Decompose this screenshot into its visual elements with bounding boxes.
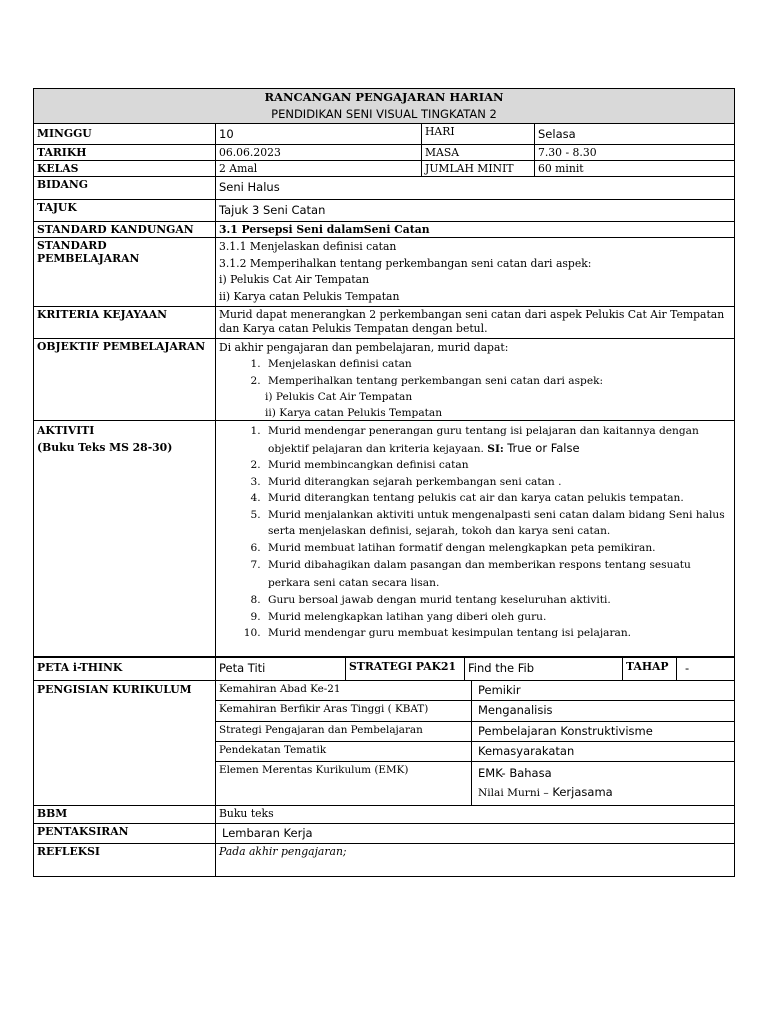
aktiviti-list xyxy=(219,423,731,642)
list-item: 2. Murid membincangkan definisi catan xyxy=(264,457,731,474)
standard-pembelajaran-label: STANDARD PEMBELAJARAN xyxy=(34,238,216,306)
nilai-murni-line xyxy=(478,783,728,803)
standard-line: 3.1.1 Menjelaskan definisi catan xyxy=(219,240,397,253)
row-peta xyxy=(33,657,735,681)
list-item: 9. Murid melengkapkan latihan yang diberi oleh guru. xyxy=(264,609,731,626)
nilai-murni-value: Kerjasama xyxy=(552,785,613,799)
document-subtitle: PENDIDIKAN SENI VISUAL TINGKATAN 2 xyxy=(271,107,497,121)
minggu-label: MINGGU xyxy=(34,124,216,144)
tarikh-label: TARIKH xyxy=(34,145,216,160)
bbm-label: BBM xyxy=(34,806,216,823)
row-aktiviti xyxy=(33,421,735,657)
row-minggu xyxy=(33,124,735,145)
standard-pembelajaran-list xyxy=(216,238,734,306)
kurikulum-label: PENGISIAN KURIKULUM xyxy=(34,681,216,805)
row-bbm xyxy=(33,806,735,824)
emk-cell xyxy=(472,762,734,805)
standard-line: ii) Karya catan Pelukis Tempatan xyxy=(219,289,400,303)
aktiviti-content xyxy=(216,421,734,656)
standard-line: 3.1.2 Memperihalkan tentang perkembangan seni catan dari aspek: xyxy=(219,256,592,270)
row-objektif xyxy=(33,339,735,421)
kriteria-line: Murid dapat menerangkan 2 perkembangan seni catan dari aspek Pelukis Cat Air Tempatan xyxy=(219,308,725,321)
kelas-label: KELAS xyxy=(34,161,216,176)
aktiviti-1-line1: Murid mendengar penerangan guru tentang isi pelajaran dan kaitannya dengan xyxy=(268,425,699,437)
list-item: 4. Murid diterangkan tentang pelukis cat air dan karya catan pelukis tempatan. xyxy=(264,490,731,507)
aktiviti-label: AKTIVITI xyxy=(37,424,95,437)
tahap-value: - xyxy=(685,661,690,675)
minggu-value: 10 xyxy=(216,124,422,144)
aktiviti-book-ref: (Buku Teks MS 28-30) xyxy=(37,441,173,454)
kurikulum-key: Kemahiran Abad Ke-21 xyxy=(216,681,472,701)
tarikh-value: 06.06.2023 xyxy=(216,145,422,160)
row-kelas xyxy=(33,161,735,177)
pentaksiran-value: Lembaran Kerja xyxy=(222,826,313,840)
kurikulum-key: Strategi Pengajaran dan Pembelajaran xyxy=(216,722,472,742)
masa-value: 7.30 - 8.30 xyxy=(538,146,597,159)
si-value: True or False xyxy=(507,440,580,455)
kurikulum-row xyxy=(216,762,734,805)
kurikulum-row xyxy=(216,681,734,701)
list-item: 2. Memperihalkan tentang perkembangan seni catan dari aspek: xyxy=(264,373,731,390)
masa-label: MASA xyxy=(422,145,535,160)
row-bidang xyxy=(33,177,735,200)
row-standard-kandungan xyxy=(33,222,735,238)
standard-kandungan-value: 3.1 Persepsi Seni dalamSeni Catan xyxy=(219,223,430,236)
jumlah-minit-label: JUMLAH MINIT xyxy=(422,161,535,176)
si-label: SI: xyxy=(487,442,504,455)
list-item: 8. Guru bersoal jawab dengan murid tentang keseluruhan aktiviti. xyxy=(264,592,731,609)
aktiviti-1-line2: objektif pelajaran dan kriteria kejayaan. xyxy=(268,442,484,455)
kurikulum-row xyxy=(216,722,734,742)
nilai-murni-label: Nilai Murni – xyxy=(478,787,549,799)
list-item: 10. Murid mendengar guru membuat kesimpulan tentang isi pelajaran. xyxy=(264,625,731,642)
lesson-plan-table xyxy=(33,88,735,877)
objektif-list xyxy=(219,356,731,389)
objektif-sub-item: i) Pelukis Cat Air Tempatan xyxy=(265,391,413,403)
jumlah-minit-value: 60 minit xyxy=(538,162,584,175)
list-item xyxy=(264,423,731,457)
peta-value: Peta Titi xyxy=(216,658,346,680)
kurikulum-value: Kemasyarakatan xyxy=(472,742,734,762)
kriteria-label: KRITERIA KEJAYAAN xyxy=(34,307,216,338)
refleksi-label: REFLEKSI xyxy=(34,844,216,876)
emk-value: EMK- Bahasa xyxy=(478,766,552,780)
list-item: 7. Murid dibahagikan dalam pasangan dan memberikan respons tentang sesuatu perkara seni catan secara lisan. xyxy=(264,556,731,592)
kurikulum-row xyxy=(216,742,734,762)
bidang-label: BIDANG xyxy=(34,177,216,199)
row-refleksi xyxy=(33,844,735,877)
kurikulum-key: Kemahiran Berfikir Aras Tinggi ( KBAT) xyxy=(216,701,472,721)
standard-kandungan-label: STANDARD KANDUNGAN xyxy=(34,222,216,237)
tajuk-label: TAJUK xyxy=(34,200,216,221)
objektif-intro: Di akhir pengajaran dan pembelajaran, murid dapat: xyxy=(219,341,509,354)
list-item: 1. Menjelaskan definisi catan xyxy=(264,356,731,373)
tahap-label: TAHAP xyxy=(623,658,677,680)
row-kurikulum xyxy=(33,681,735,806)
kriteria-line: dan Karya catan Pelukis Tempatan dengan betul. xyxy=(219,322,488,335)
emk-label: Elemen Merentas Kurikulum (EMK) xyxy=(216,762,472,805)
table-header xyxy=(33,88,735,124)
document-title: RANCANGAN PENGAJARAN HARIAN xyxy=(264,90,504,104)
kurikulum-value: Menganalisis xyxy=(472,701,734,721)
hari-label: HARI xyxy=(422,124,535,144)
aktiviti-label-cell xyxy=(34,421,216,656)
kurikulum-value: Pembelajaran Konstruktivisme xyxy=(472,722,734,742)
row-standard-pembelajaran xyxy=(33,238,735,307)
objektif-sub-item: ii) Karya catan Pelukis Tempatan xyxy=(265,407,443,419)
bidang-value: Seni Halus xyxy=(219,180,280,194)
standard-line: i) Pelukis Cat Air Tempatan xyxy=(219,273,370,286)
row-kriteria xyxy=(33,307,735,339)
list-item: 5. Murid menjalankan aktiviti untuk mengenalpasti seni catan dalam bidang Seni halus serta menjelaskan definisi, sejarah, tokoh dan karya seni catan. xyxy=(264,507,731,540)
kurikulum-value: Pemikir xyxy=(472,681,734,701)
bbm-value: Buku teks xyxy=(219,807,274,820)
strategi-value: Find the Fib xyxy=(465,658,623,680)
tajuk-value: Tajuk 3 Seni Catan xyxy=(219,203,326,217)
refleksi-value: Pada akhir pengajaran; xyxy=(219,845,347,858)
kriteria-value xyxy=(216,307,734,338)
hari-value: Selasa xyxy=(538,127,576,141)
kurikulum-key: Pendekatan Tematik xyxy=(216,742,472,762)
list-item: 6. Murid membuat latihan formatif dengan melengkapkan peta pemikiran. xyxy=(264,540,731,557)
row-tajuk xyxy=(33,200,735,222)
peta-label: PETA i-THINK xyxy=(34,658,216,680)
strategi-label: STRATEGI PAK21 xyxy=(346,658,465,680)
kurikulum-row xyxy=(216,701,734,721)
row-tarikh xyxy=(33,145,735,161)
row-pentaksiran xyxy=(33,824,735,844)
kelas-value: 2 Amal xyxy=(216,161,422,176)
kurikulum-grid xyxy=(216,681,734,805)
objektif-content xyxy=(216,339,734,420)
pentaksiran-label: PENTAKSIRAN xyxy=(34,824,216,843)
objektif-label: OBJEKTIF PEMBELAJARAN xyxy=(34,339,216,420)
list-item: 3. Murid diterangkan sejarah perkembangan seni catan . xyxy=(264,474,731,491)
